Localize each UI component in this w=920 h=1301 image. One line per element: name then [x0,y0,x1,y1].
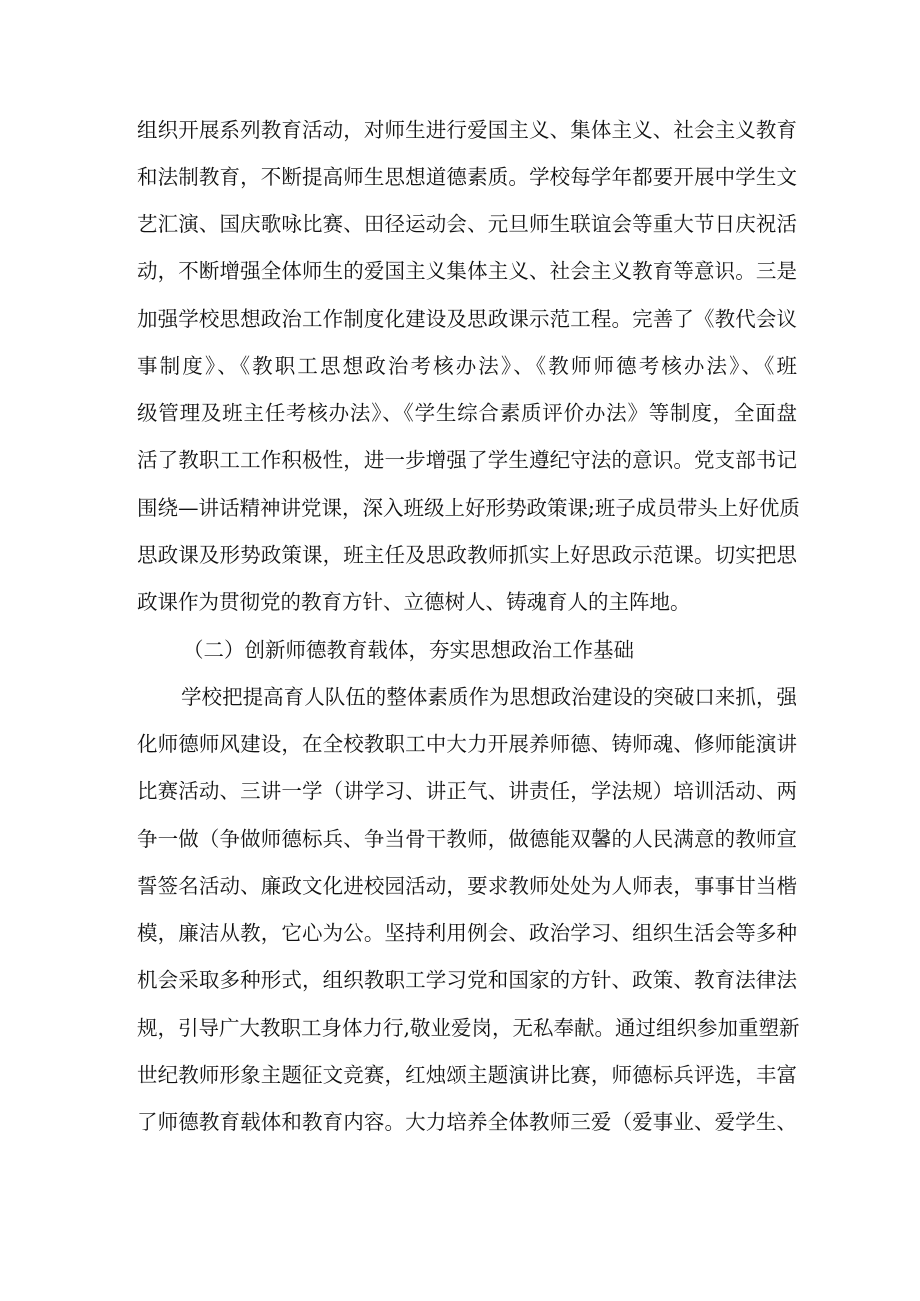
paragraph-line: 加强学校思想政治工作制度化建设及思政课示范工程。完善了《教代会议 [137,307,797,331]
paragraph-line: 事制度》、《教职工思想政治考核办法》、《教师师德考核办法》、《班 [137,354,797,378]
paragraph-line: 争一做（争做师德标兵、争当骨干教师，做德能双馨的人民满意的教师宣 [137,827,797,851]
paragraph-line: 誓签名活动、廉政文化进校园活动，要求教师处处为人师表，事事甘当楷 [137,874,797,898]
paragraph-line: 围绕—讲话精神讲党课，深入班级上好形势政策课;班子成员带头上好优质 [137,496,800,520]
paragraph-line: 化师德师风建设，在全校教职工中大力开展养师德、铸师魂、修师能演讲 [137,732,797,756]
paragraph-line: 世纪教师形象主题征文竞赛，红烛颂主题演讲比赛，师德标兵评选，丰富 [137,1063,797,1087]
paragraph-line: 学校把提高育人队伍的整体素质作为思想政治建设的突破口来抓，强 [181,685,797,709]
paragraph-line: 和法制教育，不断提高师生思想道德素质。学校每学年都要开展中学生文 [137,165,797,189]
paragraph-line: 规，引导广大教职工身体力行,敬业爱岗，无私奉献。通过组织参加重塑新 [137,1016,800,1040]
paragraph-line: 比赛活动、三讲一学（讲学习、讲正气、讲责任，学法规）培训活动、两 [137,779,797,803]
paragraph-line: 了师德教育载体和教育内容。大力培养全体教师三爱（爱事业、爱学生、 [137,1110,797,1134]
paragraph-line: 机会采取多种形式，组织教职工学习党和国家的方针、政策、教育法律法 [137,968,797,992]
paragraph-line: 艺汇演、国庆歌咏比赛、田径运动会、元旦师生联谊会等重大节日庆祝活 [137,212,797,236]
paragraph-line: 组织开展系列教育活动，对师生进行爱国主义、集体主义、社会主义教育 [137,118,797,142]
paragraph-line: 政课作为贯彻党的教育方针、立德树人、铸魂育人的主阵地。 [137,590,691,614]
paragraph-line: 模，廉洁从教，它心为公。坚持利用例会、政治学习、组织生活会等多种 [137,921,797,945]
paragraph-line: 思政课及形势政策课，班主任及思政教师抓实上好思政示范课。切实把思 [137,543,797,567]
section-heading: （二）创新师德教育载体，夯实思想政治工作基础 [183,638,634,662]
paragraph-line: 活了教职工工作积极性，进一步增强了学生遵纪守法的意识。党支部书记 [137,448,797,472]
paragraph-line: 级管理及班主任考核办法》、《学生综合素质评价办法》等制度，全面盘 [137,401,797,425]
paragraph-line: 动，不断增强全体师生的爱国主义集体主义、社会主义教育等意识。三是 [137,259,797,283]
